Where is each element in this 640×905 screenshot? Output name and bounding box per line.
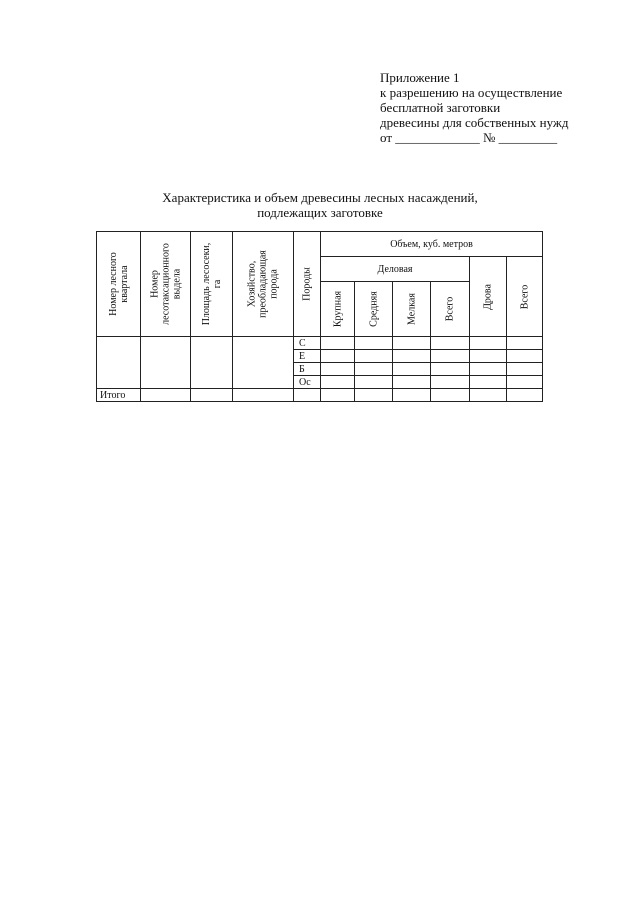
- cell[interactable]: [393, 350, 431, 363]
- cell[interactable]: [233, 389, 294, 402]
- appendix-line-3: бесплатной заготовки: [380, 100, 501, 115]
- species-label: С: [294, 337, 321, 350]
- header-firewood: Дрова: [470, 257, 507, 337]
- cell[interactable]: [470, 389, 507, 402]
- cell[interactable]: [470, 337, 507, 350]
- cell[interactable]: [321, 363, 355, 376]
- header-species: Породы: [294, 232, 321, 337]
- cell[interactable]: [393, 337, 431, 350]
- header-medium: Средняя: [355, 282, 393, 337]
- cell[interactable]: [321, 350, 355, 363]
- cell[interactable]: [294, 389, 321, 402]
- appendix-line-5: от _____________ № _________: [380, 130, 558, 145]
- header-large: Крупная: [321, 282, 355, 337]
- header-farm: Хозяйство, преобладающая порода: [233, 232, 294, 337]
- table-row: [97, 337, 543, 350]
- species-label: Ос: [294, 376, 321, 389]
- header-area: Площадь лесосеки, га: [191, 232, 233, 337]
- appendix-block: [380, 70, 569, 145]
- cell[interactable]: [470, 376, 507, 389]
- header-delovaya: Деловая: [321, 257, 470, 282]
- header-small: Мелкая: [393, 282, 431, 337]
- header-volume: Объем, куб. метров: [321, 232, 543, 257]
- cell[interactable]: [507, 350, 543, 363]
- cell[interactable]: [355, 376, 393, 389]
- header-total: Всего: [507, 257, 543, 337]
- cell[interactable]: [431, 363, 470, 376]
- cell-vydel[interactable]: [141, 337, 191, 389]
- document-title: [0, 190, 640, 220]
- cell[interactable]: [431, 350, 470, 363]
- cell[interactable]: [355, 350, 393, 363]
- cell[interactable]: [431, 389, 470, 402]
- cell[interactable]: [507, 376, 543, 389]
- appendix-line-2: к разрешению на осуществление: [380, 85, 563, 100]
- cell[interactable]: [321, 389, 355, 402]
- cell[interactable]: [431, 376, 470, 389]
- cell[interactable]: [507, 337, 543, 350]
- cell[interactable]: [507, 363, 543, 376]
- appendix-line-1: Приложение 1: [380, 70, 460, 85]
- appendix-line-4: древесины для собственных нужд: [380, 115, 569, 130]
- cell-farm[interactable]: [233, 337, 294, 389]
- species-label: Б: [294, 363, 321, 376]
- cell[interactable]: [470, 363, 507, 376]
- cell[interactable]: [355, 337, 393, 350]
- species-label: Е: [294, 350, 321, 363]
- header-total-delovaya: Всего: [431, 282, 470, 337]
- cell[interactable]: [507, 389, 543, 402]
- cell[interactable]: [393, 389, 431, 402]
- cell[interactable]: [470, 350, 507, 363]
- timber-volume-table: [96, 231, 543, 402]
- cell[interactable]: [321, 337, 355, 350]
- cell[interactable]: [355, 363, 393, 376]
- cell[interactable]: [431, 337, 470, 350]
- cell[interactable]: [321, 376, 355, 389]
- cell[interactable]: [141, 389, 191, 402]
- total-row: [97, 389, 543, 402]
- header-quarter: Номер лесного квартала: [97, 232, 141, 337]
- title-line-2: подлежащих заготовке: [257, 205, 383, 220]
- cell-quarter[interactable]: [97, 337, 141, 389]
- cell-area[interactable]: [191, 337, 233, 389]
- cell[interactable]: [393, 363, 431, 376]
- cell[interactable]: [191, 389, 233, 402]
- header-vydel: Номер лесотаксационного выдела: [141, 232, 191, 337]
- cell[interactable]: [393, 376, 431, 389]
- title-line-1: Характеристика и объем древесины лесных насаждений,: [162, 190, 478, 205]
- cell[interactable]: [355, 389, 393, 402]
- total-row-label: Итого: [97, 389, 141, 402]
